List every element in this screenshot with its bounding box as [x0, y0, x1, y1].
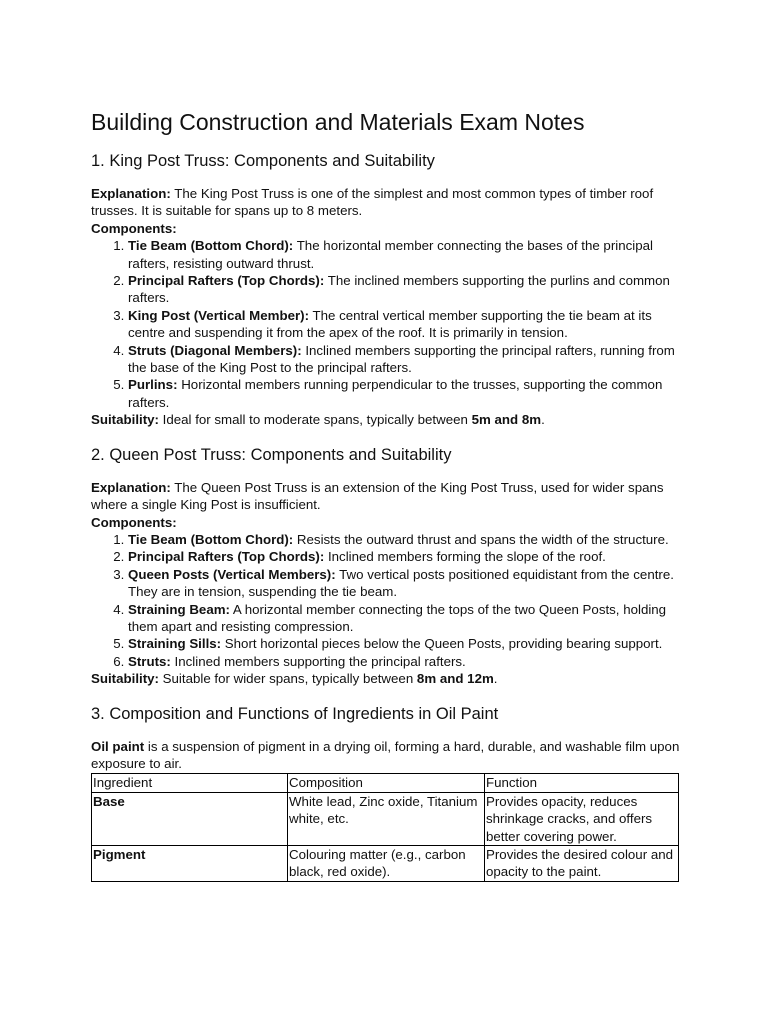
table-header-cell: Function [485, 774, 679, 792]
explanation-paragraph: Explanation: The Queen Post Truss is an extension of the King Post Truss, used for wider spans where a single King Post is insufficient. [91, 479, 664, 513]
suitability-paragraph: Suitability: Suitable for wider spans, typically between 8m and 12m. [91, 671, 498, 687]
list-item: 3. Queen Posts (Vertical Members): Two vertical posts positioned equidistant from the centre. They are in tension, suspending the tie beam. [128, 566, 681, 601]
section-queen-post [91, 443, 681, 688]
list-item: 2. Principal Rafters (Top Chords): The inclined members supporting the purlins and common rafters. [128, 272, 681, 307]
list-item: 5. Purlins: Horizontal members running perpendicular to the trusses, supporting the common rafters. [128, 376, 681, 411]
section-heading: 2. Queen Post Truss: Components and Suitability [91, 445, 452, 464]
list-item: 5. Straining Sills: Short horizontal pieces below the Queen Posts, providing bearing support. [128, 635, 681, 652]
table-cell: Provides opacity, reduces shrinkage cracks, and offers better covering power. [485, 792, 679, 845]
table-header-cell: Ingredient [92, 774, 288, 792]
components-list [91, 237, 681, 411]
table-cell: Provides the desired colour and opacity to the paint. [485, 846, 679, 882]
explanation-label: Explanation: [91, 186, 171, 201]
table-cell: Colouring matter (e.g., carbon black, red oxide). [288, 846, 485, 882]
section-heading: 3. Composition and Functions of Ingredients in Oil Paint [91, 704, 499, 723]
table-row [92, 792, 679, 845]
table-cell: Base [92, 792, 288, 845]
components-label: Components: [91, 220, 177, 236]
table-header-row [92, 774, 679, 792]
table-row [92, 846, 679, 882]
document-page [91, 104, 681, 882]
list-item: 3. King Post (Vertical Member): The central vertical member supporting the tie beam at its centre and suspending it from the apex of the roof. It is primarily in tension. [128, 307, 681, 342]
components-list [91, 531, 681, 670]
list-item: 4. Struts (Diagonal Members): Inclined members supporting the principal rafters, running from the base of the King Post to the principal rafters. [128, 342, 681, 377]
list-item: 1. Tie Beam (Bottom Chord): The horizontal member connecting the bases of the principal rafters, resisting outward thrust. [128, 237, 681, 272]
explanation-text: The King Post Truss is one of the simplest and most common types of timber roof trusses. It is suitable for spans up to 8 meters. [91, 186, 654, 219]
components-label: Components: [91, 514, 177, 530]
list-item: 1. Tie Beam (Bottom Chord): Resists the outward thrust and spans the width of the structure. [128, 531, 681, 548]
table-cell: White lead, Zinc oxide, Titanium white, etc. [288, 792, 485, 845]
list-item: 6. Struts: Inclined members supporting the principal rafters. [128, 653, 681, 670]
section-oil-paint [91, 702, 681, 882]
table-cell: Pigment [92, 846, 288, 882]
suitability-paragraph: Suitability: Ideal for small to moderate spans, typically between 5m and 8m. [91, 412, 545, 428]
page-title: Building Construction and Materials Exam Notes [91, 109, 585, 135]
section-heading: 1. King Post Truss: Components and Suitability [91, 152, 435, 170]
ingredients-table [91, 773, 679, 881]
list-item: 2. Principal Rafters (Top Chords): Inclined members forming the slope of the roof. [128, 548, 681, 565]
explanation-paragraph [91, 185, 681, 220]
list-item: 4. Straining Beam: A horizontal member connecting the tops of the two Queen Posts, holding them apart and resisting compression. [128, 601, 681, 636]
table-header-cell: Composition [288, 774, 485, 792]
intro-paragraph: Oil paint is a suspension of pigment in a drying oil, forming a hard, durable, and washable film upon exposure to air. [91, 738, 680, 771]
section-king-post [91, 149, 681, 429]
